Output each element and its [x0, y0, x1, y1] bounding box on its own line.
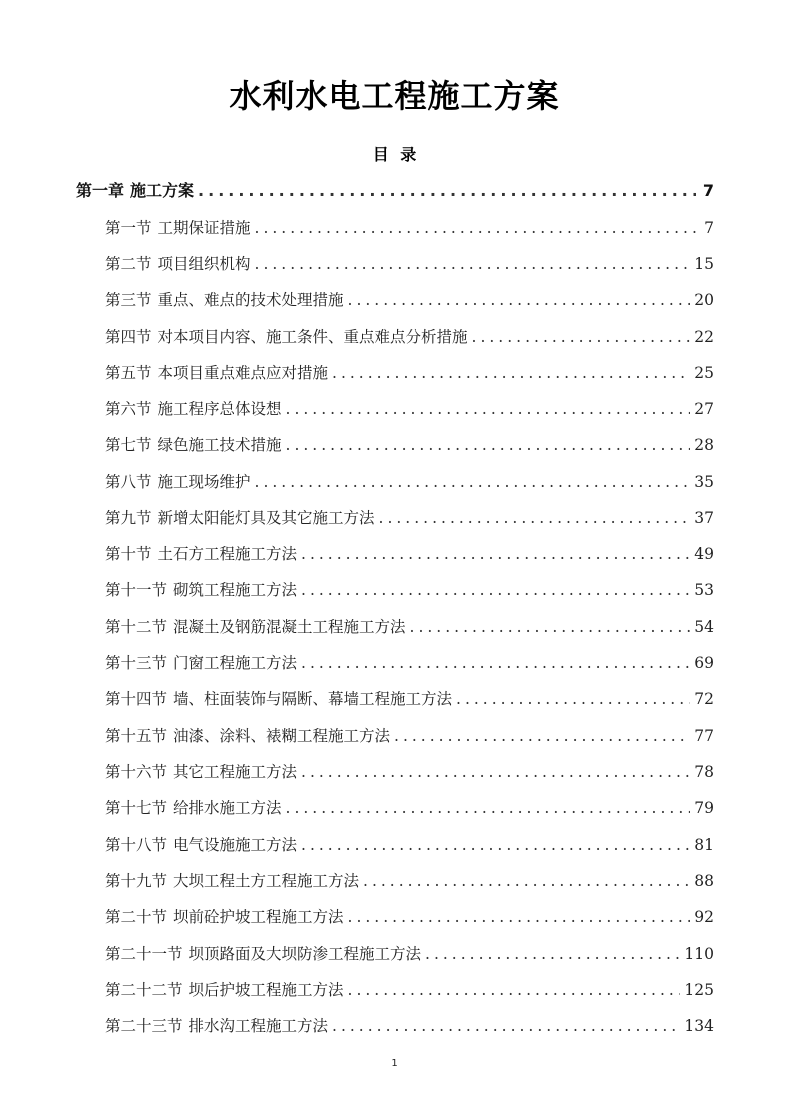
toc-section-entry[interactable] [105, 650, 714, 676]
toc-section-title: 坝顶路面及大坝防渗工程施工方法 [188, 945, 422, 963]
toc-page-number: 125 [684, 981, 714, 999]
page-number: 1 [391, 1058, 398, 1069]
toc-section-entry[interactable] [105, 577, 714, 603]
document-title: 水利水电工程施工方案 [229, 77, 560, 115]
toc-section-title: 绿色施工技术措施 [157, 436, 282, 454]
toc-section-entry[interactable] [105, 832, 714, 858]
toc-section-title: 门窗工程施工方法 [173, 654, 298, 672]
toc-leader-dots [348, 287, 691, 313]
toc-page-number: 49 [694, 545, 714, 563]
toc-section-entry[interactable] [105, 868, 714, 894]
toc-entry-label [105, 650, 297, 676]
toc-page-number: 28 [694, 436, 714, 454]
toc-leader-dots [301, 832, 690, 858]
toc-page-number: 72 [694, 690, 714, 708]
toc-entry-label [105, 904, 344, 930]
toc-section-entry[interactable] [105, 686, 714, 712]
toc-page-number: 35 [694, 473, 714, 491]
toc-page-number: 22 [694, 328, 714, 346]
toc-leader-dots [394, 723, 690, 749]
toc-page-number: 110 [684, 945, 714, 963]
toc-section-title: 墙、柱面装饰与隔断、幕墙工程施工方法 [173, 690, 453, 708]
toc-page-number: 54 [694, 618, 714, 636]
toc-leader-dots [198, 178, 696, 204]
toc-entry-label [105, 577, 297, 603]
toc-page-number: 7 [702, 181, 714, 200]
toc-section-title: 项目组织机构 [157, 255, 251, 273]
toc-section-entry[interactable] [105, 215, 714, 241]
toc-section-number: 第八节 [105, 473, 152, 491]
toc-heading: 目 录 [372, 145, 417, 164]
toc-section-title: 砌筑工程施工方法 [173, 581, 298, 599]
toc-section-title: 工期保证措施 [157, 219, 251, 237]
toc-entry-label [105, 360, 328, 386]
toc-leader-dots [348, 977, 681, 1003]
toc-entry-label [105, 251, 251, 277]
toc-section-entry[interactable] [105, 469, 714, 495]
toc-chapter-title: 施工方案 [130, 181, 195, 200]
toc-section-title: 电气设施施工方法 [173, 836, 298, 854]
toc-entry-label [105, 469, 251, 495]
toc-section-entry[interactable] [105, 977, 714, 1003]
toc-section-number: 第九节 [105, 509, 152, 527]
toc-section-entry[interactable] [105, 759, 714, 785]
toc-page-number: 134 [684, 1017, 714, 1035]
toc-section-title: 排水沟工程施工方法 [188, 1017, 329, 1035]
toc-section-title: 大坝工程土方工程施工方法 [173, 872, 360, 890]
toc-entry-label [105, 977, 344, 1003]
toc-section-number: 第三节 [105, 291, 152, 309]
toc-section-number: 第十八节 [105, 836, 168, 854]
toc-section-entry[interactable] [105, 396, 714, 422]
toc-section-number: 第十五节 [105, 727, 168, 745]
toc-leader-dots [332, 360, 690, 386]
toc-leader-dots [301, 541, 690, 567]
toc-section-title: 油漆、涂料、裱糊工程施工方法 [173, 727, 391, 745]
toc-section-number: 第二节 [105, 255, 152, 273]
toc-chapter-entry[interactable] [76, 178, 714, 204]
toc-chapter-number: 第一章 [76, 181, 125, 200]
toc-section-number: 第二十二节 [105, 981, 183, 999]
toc-leader-dots [286, 795, 691, 821]
toc-section-title: 混凝土及钢筋混凝土工程施工方法 [173, 618, 406, 636]
toc-section-entry[interactable] [105, 287, 714, 313]
toc-section-number: 第十九节 [105, 872, 168, 890]
toc-section-title: 重点、难点的技术处理措施 [157, 291, 344, 309]
toc-leader-dots [456, 686, 690, 712]
toc-section-number: 第五节 [105, 364, 152, 382]
toc-page-number: 15 [694, 255, 714, 273]
toc-section-title: 给排水施工方法 [173, 799, 282, 817]
toc-section-number: 第十节 [105, 545, 152, 563]
toc-page-number: 79 [694, 799, 714, 817]
toc-leader-dots [286, 396, 691, 422]
toc-section-number: 第十六节 [105, 763, 168, 781]
toc-section-title: 坝前砼护坡工程施工方法 [173, 908, 344, 926]
toc-section-entry[interactable] [105, 505, 714, 531]
toc-section-entry[interactable] [105, 360, 714, 386]
toc-entry-label [105, 396, 282, 422]
toc-leader-dots [255, 215, 696, 241]
toc-section-entry[interactable] [105, 541, 714, 567]
toc-page-number: 7 [704, 219, 714, 237]
toc-page-number: 88 [694, 872, 714, 890]
toc-entry-label [105, 795, 282, 821]
toc-section-number: 第二十一节 [105, 945, 183, 963]
toc-section-entry[interactable] [105, 941, 714, 967]
toc-section-title: 施工程序总体设想 [157, 400, 282, 418]
toc-section-entry[interactable] [105, 251, 714, 277]
toc-entry-label [105, 759, 297, 785]
toc-section-number: 第六节 [105, 400, 152, 418]
toc-entry-label [76, 178, 194, 204]
toc-entry-label [105, 723, 390, 749]
toc-section-number: 第二十节 [105, 908, 168, 926]
toc-section-entry[interactable] [105, 614, 714, 640]
toc-section-entry[interactable] [105, 795, 714, 821]
toc-page-number: 81 [694, 836, 714, 854]
toc-entry-label [105, 432, 282, 458]
toc-section-entry[interactable] [105, 324, 714, 350]
toc-section-title: 坝后护坡工程施工方法 [188, 981, 344, 999]
toc-section-title: 土石方工程施工方法 [157, 545, 298, 563]
toc-entry-label [105, 614, 406, 640]
toc-page-number: 69 [694, 654, 714, 672]
toc-page-number: 78 [694, 763, 714, 781]
toc-entry-label [105, 832, 297, 858]
toc-section-number: 第十三节 [105, 654, 168, 672]
toc-leader-dots [301, 650, 690, 676]
toc-section-title: 新增太阳能灯具及其它施工方法 [157, 509, 375, 527]
toc-leader-dots [255, 251, 691, 277]
toc-entry-label [105, 941, 421, 967]
toc-page-number: 25 [694, 364, 714, 382]
toc-section-title: 对本项目内容、施工条件、重点难点分析措施 [157, 328, 468, 346]
toc-leader-dots [332, 1013, 680, 1039]
toc-entry-label [105, 215, 251, 241]
toc-section-entry[interactable] [105, 432, 714, 458]
toc-section-number: 第十四节 [105, 690, 168, 708]
toc-section-entry[interactable] [105, 1013, 714, 1039]
toc-entry-label [105, 541, 297, 567]
toc-section-entry[interactable] [105, 904, 714, 930]
toc-section-number: 第一节 [105, 219, 152, 237]
toc-section-title: 本项目重点难点应对措施 [157, 364, 329, 382]
toc-entry-label [105, 868, 359, 894]
toc-leader-dots [410, 614, 691, 640]
toc-section-number: 第十一节 [105, 581, 168, 599]
toc-page-number: 53 [694, 581, 714, 599]
toc-page-number: 20 [694, 291, 714, 309]
toc-page-number: 37 [694, 509, 714, 527]
toc-section-number: 第十七节 [105, 799, 168, 817]
toc-section-number: 第十二节 [105, 618, 168, 636]
toc-leader-dots [472, 324, 691, 350]
toc-section-title: 施工现场维护 [157, 473, 251, 491]
toc-section-title: 其它工程施工方法 [173, 763, 298, 781]
toc-leader-dots [286, 432, 691, 458]
toc-entry-label [105, 1013, 328, 1039]
toc-leader-dots [425, 941, 680, 967]
toc-entry-label [105, 287, 344, 313]
toc-leader-dots [301, 577, 690, 603]
toc-entry-label [105, 686, 452, 712]
toc-leader-dots [363, 868, 690, 894]
toc-section-entry[interactable] [105, 723, 714, 749]
toc-leader-dots [379, 505, 691, 531]
toc-section-number: 第二十三节 [105, 1017, 183, 1035]
toc-page-number: 92 [694, 908, 714, 926]
toc-page-number: 77 [694, 727, 714, 745]
toc-leader-dots [301, 759, 690, 785]
toc-entry-label [105, 324, 468, 350]
toc-leader-dots [255, 469, 691, 495]
toc-section-number: 第四节 [105, 328, 152, 346]
toc-leader-dots [348, 904, 691, 930]
toc-entry-label [105, 505, 375, 531]
toc-section-number: 第七节 [105, 436, 152, 454]
toc-page-number: 27 [694, 400, 714, 418]
